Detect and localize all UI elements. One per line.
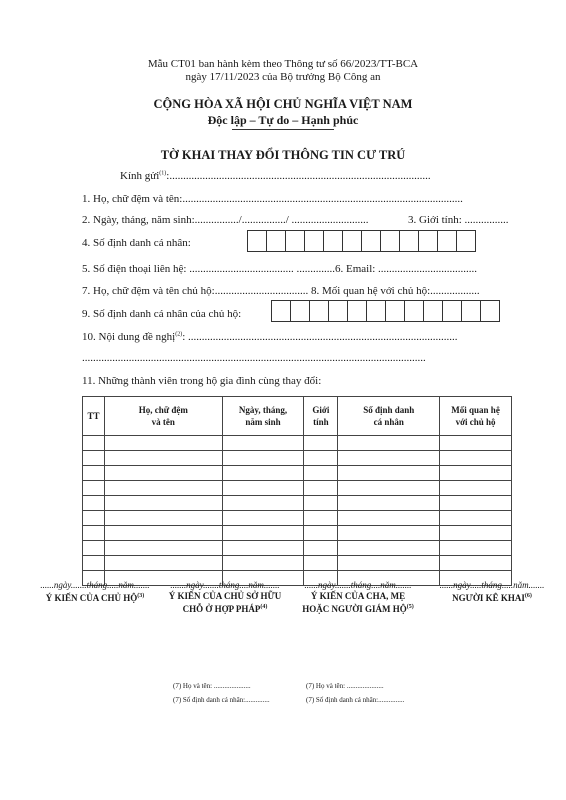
table-cell[interactable] <box>222 436 304 451</box>
table-cell[interactable] <box>304 466 338 481</box>
id-digit-box[interactable] <box>418 230 438 252</box>
signature-guardian <box>298 580 418 615</box>
table-cell[interactable] <box>338 511 440 526</box>
table-cell[interactable] <box>83 451 105 466</box>
table-cell[interactable] <box>83 541 105 556</box>
id-digit-box[interactable] <box>366 300 386 322</box>
phone-email-field[interactable]: 5. Số điện thoại liên hệ: ...................................... ..............6. Email: .................................... <box>82 263 478 275</box>
table-cell[interactable] <box>222 496 304 511</box>
column-header: Ngày, tháng, năm sinh <box>222 397 304 436</box>
id-digit-box[interactable] <box>404 300 424 322</box>
table-cell[interactable] <box>222 511 304 526</box>
request-content-line <box>82 331 458 343</box>
table-cell[interactable] <box>83 436 105 451</box>
gender-field[interactable]: 3. Giới tính: ................ <box>408 214 509 226</box>
table-cell[interactable] <box>83 511 105 526</box>
table-cell[interactable] <box>104 526 222 541</box>
signature-owner <box>160 580 290 615</box>
column-header: Họ, chữ đệm và tên <box>104 397 222 436</box>
id-digit-box[interactable] <box>347 300 367 322</box>
id-digit-box[interactable] <box>309 300 329 322</box>
id-digit-box[interactable] <box>361 230 381 252</box>
table-row <box>83 451 512 466</box>
table-header-row <box>83 397 512 436</box>
table-cell[interactable] <box>104 466 222 481</box>
table-cell[interactable] <box>222 556 304 571</box>
table-cell[interactable] <box>222 466 304 481</box>
table-cell[interactable] <box>83 526 105 541</box>
id-digit-box[interactable] <box>247 230 267 252</box>
signature-date: ......ngày.....tháng.....năm....... <box>439 580 545 590</box>
table-cell[interactable] <box>104 496 222 511</box>
column-header: Giới tính <box>304 397 338 436</box>
signature-title: Ý KIẾN CỦA CHA, MẸ HOẶC NGƯỜI GIÁM HỘ$^{(5)}$ <box>302 591 414 614</box>
birth-date-field[interactable]: 2. Ngày, tháng, năm sinh:................/................/ ............................ <box>82 214 369 226</box>
table-cell[interactable] <box>304 541 338 556</box>
signature-declarant <box>432 580 552 604</box>
recipient-line <box>120 170 431 182</box>
id-digit-box[interactable] <box>290 300 310 322</box>
signature-title: NGƯỜI KÊ KHAI$^{(6)}$ <box>452 593 532 603</box>
table-cell[interactable] <box>440 526 512 541</box>
id-digit-box[interactable] <box>380 230 400 252</box>
table-cell[interactable] <box>104 436 222 451</box>
table-cell[interactable] <box>440 511 512 526</box>
table-row <box>83 556 512 571</box>
table-cell[interactable] <box>304 481 338 496</box>
request-content-label: 10. Nội dung đề nghị <box>82 331 176 343</box>
table-row <box>83 436 512 451</box>
id-digit-box[interactable] <box>385 300 405 322</box>
table-cell[interactable] <box>222 481 304 496</box>
id-digit-box[interactable] <box>328 300 348 322</box>
table-cell[interactable] <box>222 451 304 466</box>
id-digit-box[interactable] <box>323 230 343 252</box>
request-content-field[interactable]: : .................................................................................................. <box>182 331 458 343</box>
table-cell[interactable] <box>440 451 512 466</box>
table-cell[interactable] <box>338 481 440 496</box>
id-digit-box[interactable] <box>285 230 305 252</box>
table-cell[interactable] <box>338 451 440 466</box>
id-digit-box[interactable] <box>399 230 419 252</box>
table-cell[interactable] <box>338 526 440 541</box>
id-digit-box[interactable] <box>442 300 462 322</box>
table-cell[interactable] <box>83 481 105 496</box>
id-digit-box[interactable] <box>342 230 362 252</box>
householder-id-label: 9. Số định danh cá nhân của chủ hộ: <box>82 308 242 320</box>
table-cell[interactable] <box>83 466 105 481</box>
signature-date: ......ngày.......tháng.....năm....... <box>40 580 150 590</box>
id-digit-box[interactable] <box>437 230 457 252</box>
id-digit-box[interactable] <box>266 230 286 252</box>
table-cell[interactable] <box>83 556 105 571</box>
form-title: TỜ KHAI THAY ĐỔI THÔNG TIN CƯ TRÚ <box>160 148 406 162</box>
table-cell[interactable] <box>338 556 440 571</box>
table-cell[interactable] <box>440 436 512 451</box>
table-cell[interactable] <box>104 481 222 496</box>
signature-title: Ý KIẾN CỦA CHỦ HỘ$^{(3)}$ <box>45 593 145 603</box>
table-cell[interactable] <box>338 541 440 556</box>
table-row <box>83 481 512 496</box>
table-cell[interactable] <box>222 541 304 556</box>
personal-id-label: 4. Số định danh cá nhân: <box>82 237 191 249</box>
household-members-table <box>82 396 512 586</box>
table-body <box>83 436 512 586</box>
id-digit-box[interactable] <box>480 300 500 322</box>
table-cell[interactable] <box>104 541 222 556</box>
recipient-footnote: (1) <box>159 170 167 177</box>
motto-underline <box>232 129 334 130</box>
table-cell[interactable] <box>440 556 512 571</box>
table-cell[interactable] <box>440 466 512 481</box>
table-cell[interactable] <box>222 526 304 541</box>
householder-name-field[interactable]: 7. Họ, chữ đệm và tên chủ hộ:.................................. 8. Mối quan hệ với chủ hộ:.................. <box>82 285 480 297</box>
request-content-footnote: (2) <box>175 331 183 338</box>
householder-id-boxes[interactable] <box>272 300 500 322</box>
full-name-field[interactable]: 1. Họ, chữ đệm và tên:...................................................................................................... <box>82 193 463 205</box>
recipient-label: Kính gửi <box>120 170 160 182</box>
table-cell[interactable] <box>440 481 512 496</box>
table-cell[interactable] <box>304 451 338 466</box>
id-digit-box[interactable] <box>423 300 443 322</box>
table-row <box>83 496 512 511</box>
column-header: TT <box>83 397 105 436</box>
table-cell[interactable] <box>104 511 222 526</box>
right-id-note: (7) Số định danh cá nhân:............... <box>306 696 405 704</box>
table-row <box>83 466 512 481</box>
table-cell[interactable] <box>104 451 222 466</box>
id-digit-box[interactable] <box>456 230 476 252</box>
left-name-note: (7) Họ và tên: ..................... <box>173 682 251 690</box>
form-reference-line-2: ngày 17/11/2023 của Bộ trưởng Bộ Công an <box>185 71 381 83</box>
national-motto: Độc lập – Tự do – Hạnh phúc <box>207 113 359 127</box>
signature-title: Ý KIẾN CỦA CHỦ SỞ HỮU CHỖ Ở HỢP PHÁP$^{(4)}$ <box>168 591 282 614</box>
id-digit-box[interactable] <box>304 230 324 252</box>
signature-date: ......ngày.......tháng....năm....... <box>304 580 412 590</box>
personal-id-boxes[interactable] <box>248 230 476 252</box>
id-digit-box[interactable] <box>271 300 291 322</box>
table-cell[interactable] <box>440 541 512 556</box>
table-cell[interactable] <box>304 556 338 571</box>
form-reference-line-1: Mẫu CT01 ban hành kèm theo Thông tư số 66/2023/TT-BCA <box>147 58 419 70</box>
signature-householder <box>30 580 160 604</box>
table-cell[interactable] <box>338 496 440 511</box>
request-content-line-2[interactable]: ............................................................................................................................. <box>82 352 426 364</box>
table-cell[interactable] <box>304 511 338 526</box>
table-cell[interactable] <box>304 496 338 511</box>
right-name-note: (7) Họ và tên: ..................... <box>306 682 384 690</box>
table-cell[interactable] <box>338 466 440 481</box>
table-cell[interactable] <box>83 496 105 511</box>
signature-date: .......ngày.......tháng....năm....... <box>170 580 280 590</box>
country-name: CỘNG HÒA XÃ HỘI CHỦ NGHĨA VIỆT NAM <box>153 97 413 111</box>
table-cell[interactable] <box>104 556 222 571</box>
members-section-label: 11. Những thành viên trong hộ gia đình cùng thay đổi: <box>82 375 322 387</box>
table-cell[interactable] <box>304 526 338 541</box>
recipient-field[interactable]: :............................................................................................... <box>166 170 431 182</box>
column-header: Mối quan hệ với chủ hộ <box>440 397 512 436</box>
table-row <box>83 511 512 526</box>
table-row <box>83 526 512 541</box>
table-cell[interactable] <box>338 436 440 451</box>
column-header: Số định danh cá nhân <box>338 397 440 436</box>
table-cell[interactable] <box>304 436 338 451</box>
table-row <box>83 541 512 556</box>
left-id-note: (7) Số định danh cá nhân:.............. <box>173 696 270 704</box>
table-cell[interactable] <box>440 496 512 511</box>
id-digit-box[interactable] <box>461 300 481 322</box>
